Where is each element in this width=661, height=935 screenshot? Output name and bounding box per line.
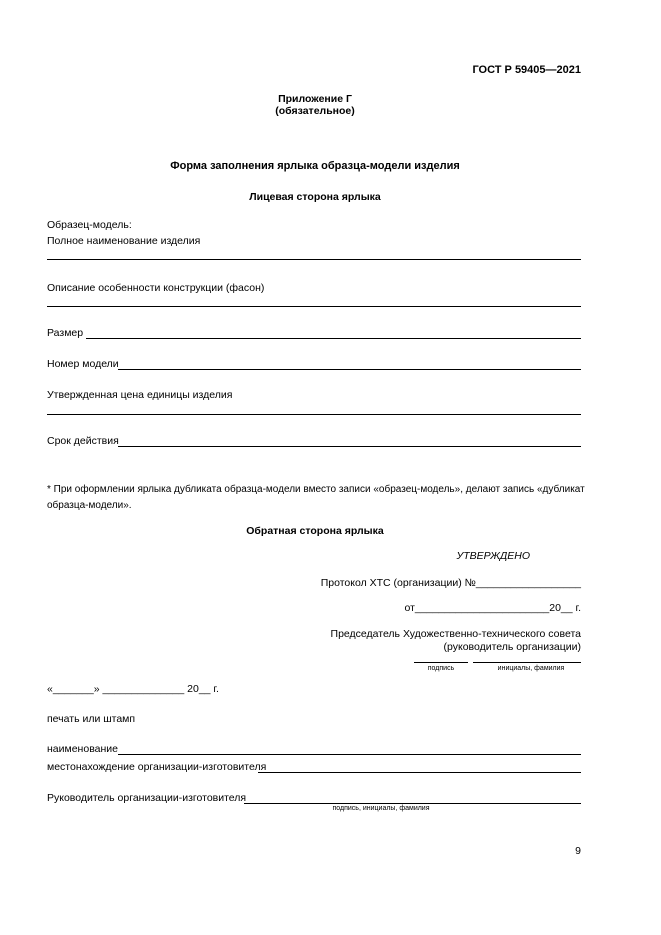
head-label: Руководитель организации-изготовителя <box>47 792 247 804</box>
validity-label: Срок действия <box>47 435 119 447</box>
model-number-label: Номер модели <box>47 358 119 370</box>
head-caption: подпись, инициалы, фамилия <box>332 805 430 812</box>
standard-number: ГОСТ Р 59405—2021 <box>472 64 581 76</box>
stamp-label: печать или штамп <box>47 713 136 725</box>
initials-caption: инициалы, фамилия <box>497 665 565 672</box>
footnote-line-1: * При оформлении ярлыка дубликата образца-модели вместо записи «образец-модель», делают запись «дубликат <box>47 484 585 495</box>
back-side-heading: Обратная сторона ярлыка <box>246 525 384 537</box>
approved-price-label: Утвержденная цена единицы изделия <box>47 389 233 401</box>
design-description-line[interactable] <box>47 306 581 307</box>
organization-name-label: наименование <box>47 743 119 755</box>
head-signature-line[interactable] <box>244 803 581 804</box>
full-name-label: Полное наименование изделия <box>47 235 201 247</box>
full-name-line[interactable] <box>47 259 581 260</box>
sample-model-label: Образец-модель: <box>47 219 132 231</box>
approved-price-line[interactable] <box>47 414 581 415</box>
organization-location-label: местонахождение организации-изготовителя <box>47 761 267 773</box>
validity-line[interactable] <box>118 446 581 447</box>
bottom-date-line[interactable]: «_______» ______________ 20__ г. <box>47 683 219 695</box>
appendix-subtitle: (обязательное) <box>275 105 355 117</box>
size-line[interactable] <box>86 338 581 339</box>
chairman-line-1: Председатель Художественно-технического совета <box>330 628 581 640</box>
appendix-title: Приложение Г <box>278 93 352 105</box>
approved-label: УТВЕРЖДЕНО <box>456 550 530 562</box>
organization-name-line[interactable] <box>118 754 581 755</box>
signature-line[interactable] <box>414 662 468 663</box>
chairman-line-2: (руководитель организации) <box>443 641 581 653</box>
protocol-line[interactable]: Протокол ХТС (организации) №__________________ <box>320 577 581 589</box>
page-number: 9 <box>575 845 581 857</box>
form-title: Форма заполнения ярлыка образца-модели изделия <box>170 160 460 172</box>
initials-line[interactable] <box>473 662 581 663</box>
organization-location-line[interactable] <box>258 772 581 773</box>
signature-caption: подпись <box>427 665 455 672</box>
model-number-line[interactable] <box>118 369 581 370</box>
front-side-heading: Лицевая сторона ярлыка <box>249 191 381 203</box>
design-description-label: Описание особенности конструкции (фасон) <box>47 282 265 294</box>
size-label: Размер <box>47 327 84 339</box>
approval-date-line[interactable]: от_______________________20__ г. <box>404 602 581 614</box>
footnote-line-2: образца-модели». <box>47 500 132 511</box>
